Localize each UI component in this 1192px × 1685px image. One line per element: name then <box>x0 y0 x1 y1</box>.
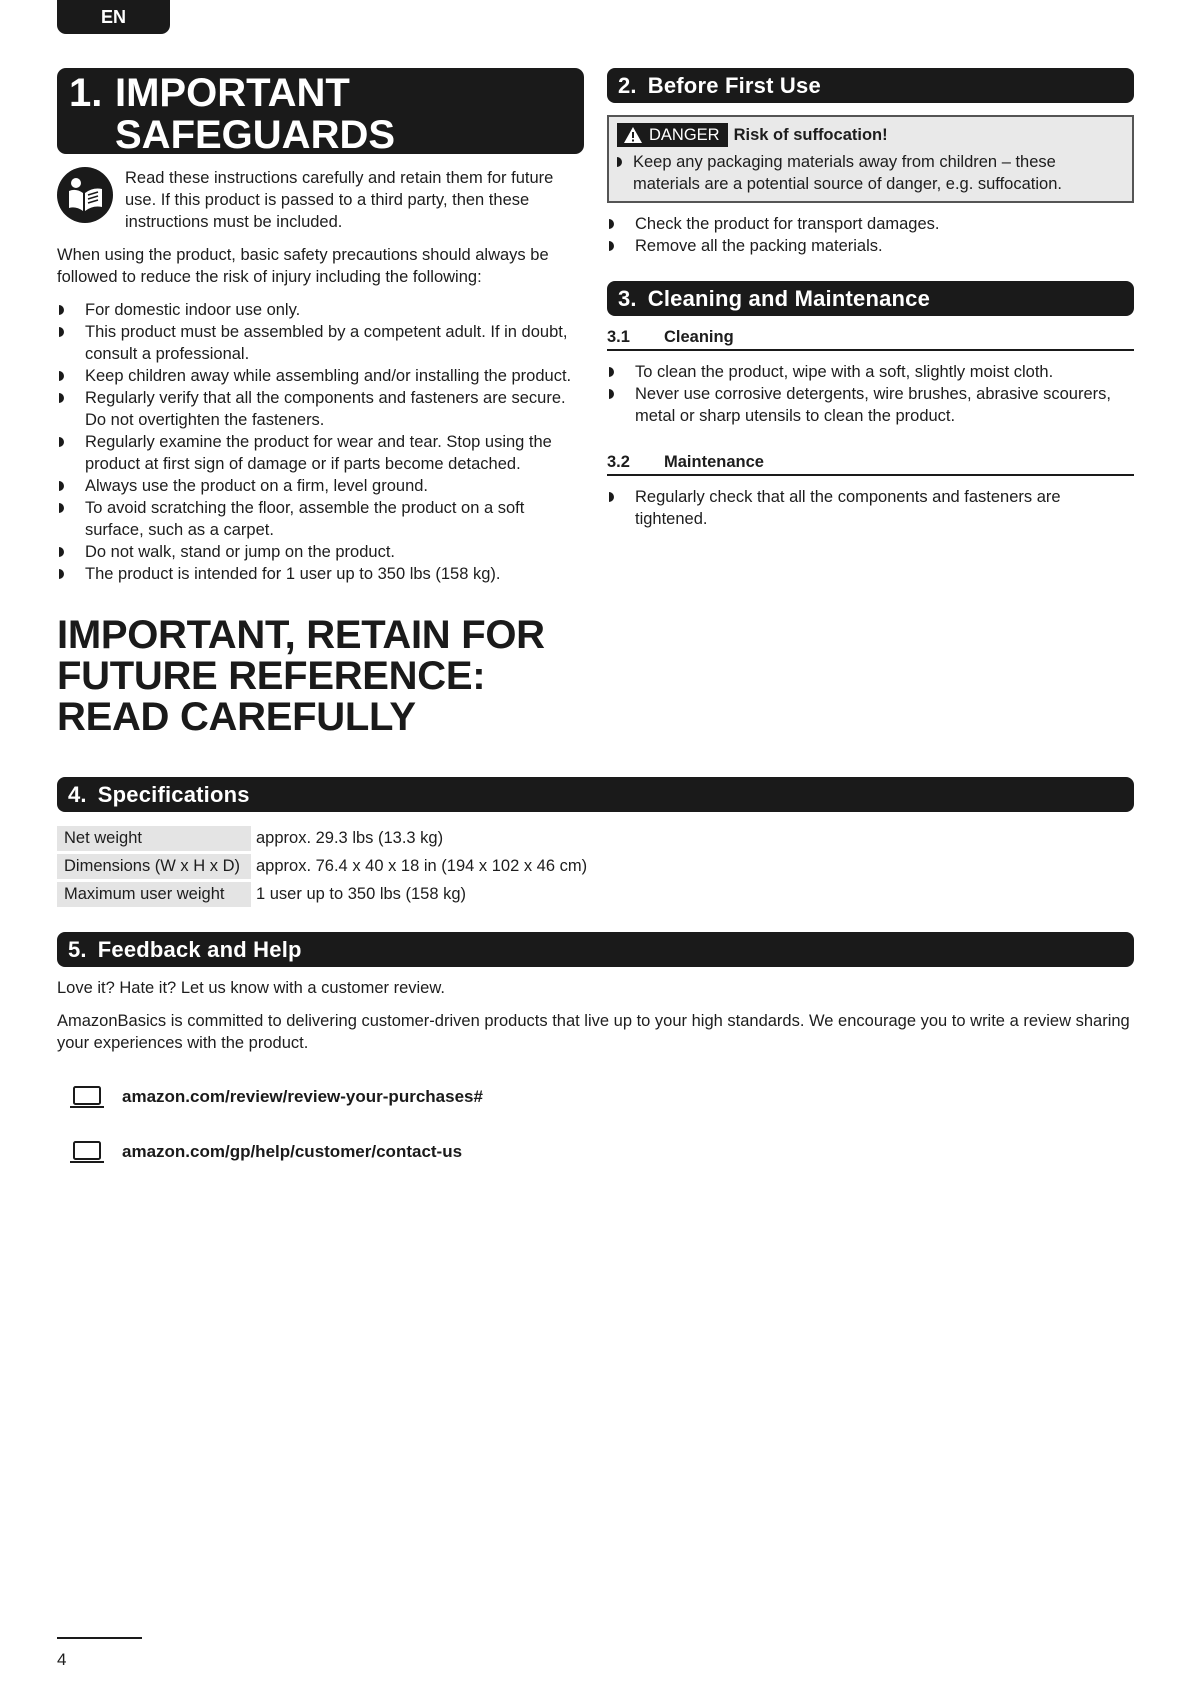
before-first-use-heading <box>607 68 1134 103</box>
list-item: Check the product for transport damages. <box>607 213 1134 235</box>
left-column <box>57 68 584 738</box>
review-link[interactable]: amazon.com/review/review-your-purchases# <box>122 1087 483 1106</box>
laptop-icon <box>69 1140 105 1164</box>
contact-link[interactable]: amazon.com/gp/help/customer/contact-us <box>122 1142 463 1161</box>
list-item: Never use corrosive detergents, wire brushes, abrasive scourers, metal or sharp utensils to clean the product. <box>607 383 1134 427</box>
safeguards-list <box>57 299 584 585</box>
footer-rule <box>57 1637 142 1639</box>
intro-text: Read these instructions carefully and retain them for future use. If this product is passed to a third party, then these instructions must be included. <box>125 169 554 231</box>
section-number: 2. <box>618 73 637 98</box>
list-item: Keep any packaging materials away from children – these materials are a potential source of danger, e.g. suffocation. <box>617 151 1124 195</box>
laptop-icon <box>69 1085 105 1109</box>
table-row <box>57 826 594 851</box>
section-number: 1. <box>69 71 103 115</box>
list-item: Always use the product on a firm, level ground. <box>57 475 584 497</box>
spec-value: approx. 29.3 lbs (13.3 kg) <box>256 829 444 847</box>
read-instructions-block <box>57 167 584 233</box>
list-item: Regularly verify that all the components and fasteners are secure. Do not overtighten the fasteners. <box>57 387 584 431</box>
danger-warning-box <box>607 115 1134 203</box>
list-item: To avoid scratching the floor, assemble the product on a soft surface, such as a carpet. <box>57 497 584 541</box>
specifications-table <box>57 823 594 910</box>
language-tab: EN <box>57 0 170 34</box>
section-title: IMPORTANT SAFEGUARDS <box>115 71 396 157</box>
section-number: 5. <box>68 937 87 962</box>
table-row <box>57 854 594 879</box>
section-title: Feedback and Help <box>97 937 302 962</box>
review-link-row[interactable] <box>57 1085 1134 1109</box>
feedback-section <box>57 932 1134 1164</box>
warning-triangle-icon <box>623 126 643 144</box>
safeguards-heading <box>57 68 584 157</box>
section-number: 4. <box>68 782 87 807</box>
list-item: Do not walk, stand or jump on the product. <box>57 541 584 563</box>
list-item: For domestic indoor use only. <box>57 299 584 321</box>
danger-label: DANGER <box>649 126 720 144</box>
feedback-body: AmazonBasics is committed to delivering customer-driven products that live up to your high standards. We encourage you to write a review sharing your experiences with the product. <box>57 1012 1130 1052</box>
section-title: Specifications <box>97 782 250 807</box>
spec-key: Net weight <box>57 826 251 851</box>
maintenance-list <box>607 486 1134 530</box>
maintenance-subheading <box>607 453 1134 476</box>
spec-value: approx. 76.4 x 40 x 18 in (194 x 102 x 46 cm) <box>256 857 588 875</box>
section-title: Cleaning and Maintenance <box>647 286 931 311</box>
cleaning-subheading <box>607 328 1134 351</box>
list-item: Regularly check that all the components and fasteners are tightened. <box>607 486 1134 530</box>
read-manual-icon <box>57 167 113 223</box>
danger-badge <box>617 123 728 147</box>
specifications-heading <box>57 777 1134 812</box>
list-item: To clean the product, wipe with a soft, slightly moist cloth. <box>607 361 1134 383</box>
feedback-intro: Love it? Hate it? Let us know with a customer review. <box>57 979 445 997</box>
list-item: The product is intended for 1 user up to 350 lbs (158 kg). <box>57 563 584 585</box>
feedback-heading <box>57 932 1134 967</box>
before-first-use-list <box>607 213 1134 257</box>
cleaning-list <box>607 361 1134 427</box>
page-number: 4 <box>57 1650 67 1669</box>
spec-value: 1 user up to 350 lbs (158 kg) <box>256 885 467 903</box>
spec-key: Dimensions (W x H x D) <box>57 854 251 879</box>
list-item: Remove all the packing materials. <box>607 235 1134 257</box>
subsection-number: 3.1 <box>607 328 630 346</box>
cleaning-maintenance-heading <box>607 281 1134 316</box>
spec-key: Maximum user weight <box>57 882 251 907</box>
subsection-number: 3.2 <box>607 453 630 471</box>
danger-title: Risk of suffocation! <box>733 125 888 144</box>
section-number: 3. <box>618 286 637 311</box>
list-item: Keep children away while assembling and/or installing the product. <box>57 365 584 387</box>
section-title: Before First Use <box>647 73 821 98</box>
retain-notice: IMPORTANT, RETAIN FOR FUTURE REFERENCE: READ CAREFULLY <box>57 613 545 739</box>
contact-link-row[interactable] <box>57 1140 1134 1164</box>
table-row <box>57 882 594 907</box>
subsection-title: Maintenance <box>664 453 764 471</box>
list-item: Regularly examine the product for wear and tear. Stop using the product at first sign of damage or if parts become detached. <box>57 431 584 475</box>
safety-lead-text: When using the product, basic safety precautions should always be followed to reduce the risk of injury including the following: <box>57 246 549 286</box>
right-column <box>607 68 1134 530</box>
subsection-title: Cleaning <box>664 328 734 346</box>
specifications-section <box>57 777 1134 910</box>
list-item: This product must be assembled by a competent adult. If in doubt, consult a professional. <box>57 321 584 365</box>
